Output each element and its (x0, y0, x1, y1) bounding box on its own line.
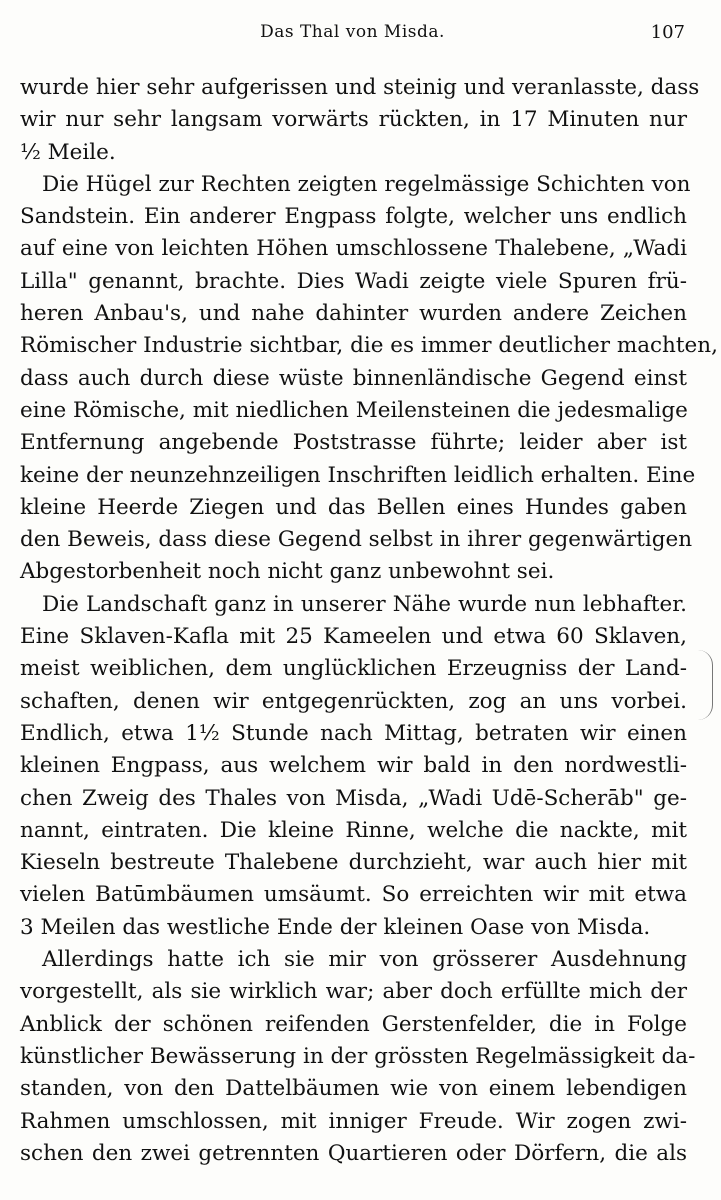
text-line: dass auch durch diese wüste binnenländische Gegend einst (20, 365, 687, 391)
text-line: Endlich, etwa 1½ Stunde nach Mittag, betraten wir einen (20, 720, 687, 746)
text-line: eine Römische, mit niedlichen Meilensteinen die jedesmalige (20, 397, 688, 423)
text-line: Die Hügel zur Rechten zeigten regelmässige Schichten von (42, 171, 691, 197)
text-line: Entfernung angebende Poststrasse führte; leider aber ist (20, 430, 687, 456)
text-line: wurde hier sehr aufgerissen und steinig und veranlasste, dass (20, 75, 700, 100)
text-line: kleinen Engpass, aus welchem wir bald in den nordwestli- (20, 753, 687, 779)
text-line: Anblick der schönen reifenden Gerstenfelder, die in Folge (20, 1011, 687, 1037)
text-line: schaften, denen wir entgegenrückten, zog an uns vorbei. (20, 688, 687, 714)
text-line: Lilla" genannt, brachte. Dies Wadi zeigte viele Spuren frü- (20, 268, 687, 294)
text-line: künstlicher Bewässerung in der grössten Regelmässigkeit da- (20, 1043, 696, 1069)
text-line: Abgestorbenheit noch nicht ganz unbewohnt sei. (20, 559, 555, 585)
text-line: Römischer Industrie sichtbar, die es immer deutlicher machten, (20, 333, 718, 359)
text-line: den Beweis, dass diese Gegend selbst in ihrer gegenwärtigen (20, 527, 693, 553)
text-line: schen den zwei getrennten Quartieren oder Dörfern, die als (20, 1140, 687, 1166)
text-line: meist weiblichen, dem unglücklichen Erzeugniss der Land- (20, 656, 687, 682)
text-line: wir nur sehr langsam vorwärts rückten, in 17 Minuten nur (20, 107, 687, 133)
text-line: auf eine von leichten Höhen umschlossene Thalebene, „Wadi (20, 236, 687, 262)
text-line: vorgestellt, als sie wirklich war; aber doch erfüllte mich der (20, 979, 687, 1005)
page-header (20, 22, 685, 50)
page-number: 107 (650, 22, 685, 43)
running-title: Das Thal von Misda. (260, 22, 445, 42)
text-line: heren Anbau's, und nahe dahinter wurden andere Zeichen (20, 301, 687, 327)
text-line: Eine Sklaven-Kafla mit 25 Kameelen und etwa 60 Sklaven, (20, 624, 687, 650)
text-line: Sandstein. Ein anderer Engpass folgte, welcher uns endlich (20, 204, 687, 230)
text-line: Die Landschaft ganz in unserer Nähe wurde nun lebhafter. (42, 591, 687, 617)
text-line: chen Zweig des Thales von Misda, „Wadi Udē-Scherāb" ge- (20, 785, 687, 811)
text-line: Kieseln bestreute Thalebene durchzieht, war auch hier mit (20, 850, 687, 876)
handwritten-margin-bracket (698, 650, 713, 720)
text-line: kleine Heerde Ziegen und das Bellen eines Hundes gaben (20, 494, 687, 520)
text-line: Allerdings hatte ich sie mir von grösserer Ausdehnung (42, 947, 687, 973)
text-line: standen, von den Dattelbäumen wie von einem lebendigen (20, 1076, 687, 1102)
text-line: 3 Meilen das westliche Ende der kleinen Oase von Misda. (20, 914, 651, 940)
body-text (20, 72, 718, 1170)
text-line: nannt, eintraten. Die kleine Rinne, welche die nackte, mit (20, 817, 687, 843)
text-line: vielen Batūmbäumen umsäumt. So erreichten wir mit etwa (20, 882, 687, 908)
text-line: Rahmen umschlossen, mit inniger Freude. Wir zogen zwi- (20, 1108, 687, 1134)
text-line: keine der neunzehnzeiligen Inschriften leidlich erhalten. Eine (20, 462, 696, 488)
text-line: ½ Meile. (20, 139, 116, 165)
